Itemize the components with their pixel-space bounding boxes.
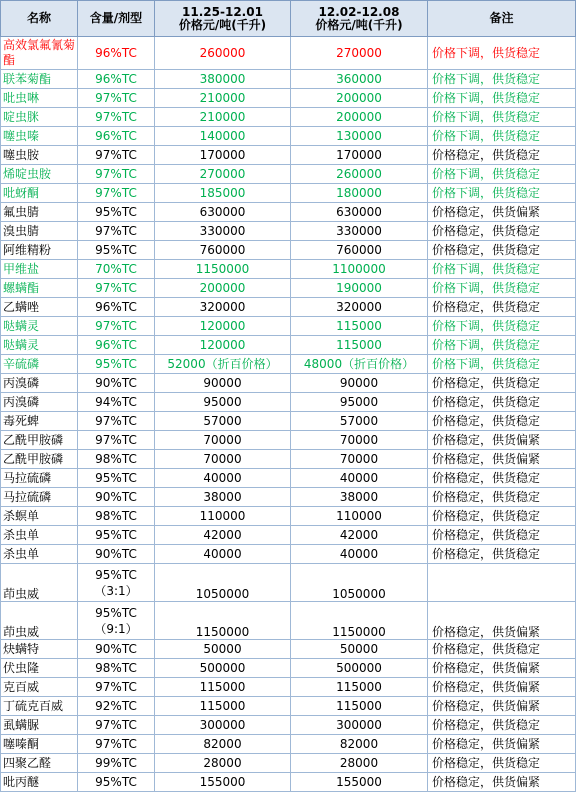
table-row — [1, 279, 576, 298]
header-row — [1, 1, 576, 37]
row-name: 哒螨灵 — [1, 317, 78, 336]
table-row — [1, 374, 576, 393]
row-spec: 96%TC — [78, 336, 155, 355]
row-spec: 97%TC — [78, 165, 155, 184]
row-price-period1: 1150000 — [155, 260, 291, 279]
row-price-period2: 40000 — [291, 469, 428, 488]
row-spec-line: 95%TC — [95, 605, 137, 620]
row-note: 价格下调，供货稳定 — [428, 37, 576, 70]
row-spec: 90%TC — [78, 640, 155, 659]
table-row — [1, 526, 576, 545]
row-name: 哒螨灵 — [1, 336, 78, 355]
row-name: 杀虫单 — [1, 526, 78, 545]
row-price-period1: 155000 — [155, 773, 291, 792]
row-note: 价格稳定，供货稳定 — [428, 526, 576, 545]
row-price-period2: 95000 — [291, 393, 428, 412]
row-price-period2: 40000 — [291, 545, 428, 564]
row-price-period2: 70000 — [291, 450, 428, 469]
table-row — [1, 431, 576, 450]
header-period2 — [291, 1, 428, 37]
row-name: 乙酰甲胺磷 — [1, 431, 78, 450]
row-spec-line: 95%TC — [95, 567, 137, 582]
row-name: 虱螨脲 — [1, 716, 78, 735]
row-spec: 90%TC — [78, 488, 155, 507]
table-row — [1, 412, 576, 431]
table-row — [1, 640, 576, 659]
row-note: 价格稳定，供货偏紧 — [428, 773, 576, 792]
row-name: 丙溴磷 — [1, 393, 78, 412]
table-row — [1, 507, 576, 526]
row-price-period2: 130000 — [291, 127, 428, 146]
row-spec: 97%TC — [78, 317, 155, 336]
row-name: 高效氯氟氰菊酯 — [1, 37, 78, 70]
table-row — [1, 127, 576, 146]
row-spec: 97%TC — [78, 678, 155, 697]
row-note: 价格下调，供货稳定 — [428, 127, 576, 146]
row-price-period2: 330000 — [291, 222, 428, 241]
row-note: 价格稳定，供货稳定 — [428, 716, 576, 735]
row-note: 价格稳定，供货稳定 — [428, 507, 576, 526]
row-name: 四聚乙醛 — [1, 754, 78, 773]
row-price-period2: 42000 — [291, 526, 428, 545]
row-name: 伏虫隆 — [1, 659, 78, 678]
row-price-period2: 190000 — [291, 279, 428, 298]
row-note: 价格稳定，供货偏紧 — [428, 602, 576, 640]
row-spec: 90%TC — [78, 374, 155, 393]
table-row — [1, 89, 576, 108]
row-spec-line: （3:1） — [94, 583, 138, 598]
header-period2-date: 12.02-12.08 — [318, 4, 400, 19]
row-price-period1: 300000 — [155, 716, 291, 735]
row-note: 价格稳定，供货稳定 — [428, 374, 576, 393]
row-note: 价格稳定，供货稳定 — [428, 545, 576, 564]
row-spec — [78, 564, 155, 602]
row-note: 价格稳定，供货稳定 — [428, 393, 576, 412]
row-price-period2: 200000 — [291, 89, 428, 108]
row-spec: 99%TC — [78, 754, 155, 773]
row-name: 啶虫脒 — [1, 108, 78, 127]
row-price-period2: 115000 — [291, 678, 428, 697]
row-spec — [78, 602, 155, 640]
row-spec: 97%TC — [78, 412, 155, 431]
table-row — [1, 70, 576, 89]
row-spec: 96%TC — [78, 127, 155, 146]
row-price-period2: 48000（折百价格） — [291, 355, 428, 374]
row-price-period1: 330000 — [155, 222, 291, 241]
header-spec-label: 含量/剂型 — [89, 11, 143, 25]
row-note: 价格下调，供货稳定 — [428, 260, 576, 279]
row-spec: 90%TC — [78, 545, 155, 564]
row-price-period1: 120000 — [155, 336, 291, 355]
row-spec: 95%TC — [78, 241, 155, 260]
row-price-period2: 115000 — [291, 697, 428, 716]
row-name: 杀螟单 — [1, 507, 78, 526]
row-note: 价格下调，供货稳定 — [428, 70, 576, 89]
header-note: 备注 — [428, 1, 576, 37]
row-note: 价格下调，供货稳定 — [428, 89, 576, 108]
row-spec: 97%TC — [78, 279, 155, 298]
row-price-period2: 38000 — [291, 488, 428, 507]
table-row — [1, 659, 576, 678]
row-note: 价格稳定，供货稳定 — [428, 754, 576, 773]
row-price-period1: 200000 — [155, 279, 291, 298]
row-price-period1: 115000 — [155, 697, 291, 716]
row-price-period2: 260000 — [291, 165, 428, 184]
row-price-period2: 115000 — [291, 336, 428, 355]
row-name: 乙螨唑 — [1, 298, 78, 317]
row-note: 价格稳定，供货稳定 — [428, 222, 576, 241]
row-price-period1: 40000 — [155, 545, 291, 564]
row-spec: 96%TC — [78, 37, 155, 70]
row-spec: 95%TC — [78, 203, 155, 222]
row-note: 价格稳定，供货稳定 — [428, 146, 576, 165]
row-price-period1: 185000 — [155, 184, 291, 203]
row-price-period2: 82000 — [291, 735, 428, 754]
row-price-period2: 115000 — [291, 317, 428, 336]
row-price-period1: 1150000 — [155, 602, 291, 640]
row-spec: 97%TC — [78, 184, 155, 203]
row-price-period1: 1050000 — [155, 564, 291, 602]
row-price-period1: 170000 — [155, 146, 291, 165]
row-name: 噻虫胺 — [1, 146, 78, 165]
row-price-period1: 82000 — [155, 735, 291, 754]
row-price-period2: 1050000 — [291, 564, 428, 602]
row-note: 价格稳定，供货稳定 — [428, 640, 576, 659]
row-name: 吡蚜酮 — [1, 184, 78, 203]
table-row — [1, 735, 576, 754]
row-name: 溴虫腈 — [1, 222, 78, 241]
row-name: 茚虫威 — [1, 564, 78, 602]
row-note: 价格下调，供货稳定 — [428, 108, 576, 127]
table-row — [1, 165, 576, 184]
row-price-period2: 270000 — [291, 37, 428, 70]
row-note: 价格稳定，供货稳定 — [428, 488, 576, 507]
row-price-period1: 140000 — [155, 127, 291, 146]
table-row — [1, 716, 576, 735]
row-price-period2: 50000 — [291, 640, 428, 659]
row-spec: 98%TC — [78, 659, 155, 678]
row-price-period2: 500000 — [291, 659, 428, 678]
row-name: 茚虫威 — [1, 602, 78, 640]
row-note: 价格稳定，供货偏紧 — [428, 697, 576, 716]
row-spec: 98%TC — [78, 507, 155, 526]
row-name: 克百威 — [1, 678, 78, 697]
row-price-period1: 42000 — [155, 526, 291, 545]
row-spec: 95%TC — [78, 355, 155, 374]
row-note — [428, 564, 576, 602]
row-price-period1: 120000 — [155, 317, 291, 336]
table-row — [1, 602, 576, 640]
row-price-period2: 300000 — [291, 716, 428, 735]
row-spec: 97%TC — [78, 735, 155, 754]
table-row — [1, 469, 576, 488]
row-spec: 95%TC — [78, 773, 155, 792]
row-spec: 97%TC — [78, 222, 155, 241]
row-note: 价格下调，供货稳定 — [428, 336, 576, 355]
row-spec: 95%TC — [78, 526, 155, 545]
table-body — [1, 37, 576, 792]
header-period2-unit: 价格元/吨(千升) — [315, 17, 403, 32]
row-note: 价格下调，供货稳定 — [428, 184, 576, 203]
row-price-period1: 70000 — [155, 431, 291, 450]
row-name: 丁硫克百威 — [1, 697, 78, 716]
table-row — [1, 678, 576, 697]
row-name: 螺螨酯 — [1, 279, 78, 298]
row-name: 吡虫啉 — [1, 89, 78, 108]
row-note: 价格稳定，供货稳定 — [428, 298, 576, 317]
row-price-period1: 760000 — [155, 241, 291, 260]
table-row — [1, 222, 576, 241]
row-spec: 97%TC — [78, 716, 155, 735]
table-row — [1, 773, 576, 792]
header-name: 名称 — [1, 1, 78, 37]
row-name: 杀虫单 — [1, 545, 78, 564]
table-row — [1, 545, 576, 564]
table-row — [1, 488, 576, 507]
table-row — [1, 298, 576, 317]
row-note: 价格下调，供货稳定 — [428, 355, 576, 374]
row-price-period2: 57000 — [291, 412, 428, 431]
table-row — [1, 697, 576, 716]
row-spec-line: （9:1） — [94, 621, 138, 636]
row-spec: 97%TC — [78, 108, 155, 127]
row-price-period2: 200000 — [291, 108, 428, 127]
table-row — [1, 754, 576, 773]
row-price-period1: 40000 — [155, 469, 291, 488]
row-note: 价格下调，供货稳定 — [428, 317, 576, 336]
row-price-period1: 52000（折百价格） — [155, 355, 291, 374]
row-price-period2: 1100000 — [291, 260, 428, 279]
row-spec: 96%TC — [78, 298, 155, 317]
row-price-period1: 110000 — [155, 507, 291, 526]
table-row — [1, 146, 576, 165]
row-price-period1: 70000 — [155, 450, 291, 469]
header-spec — [78, 1, 155, 37]
row-spec: 96%TC — [78, 70, 155, 89]
row-name: 炔螨特 — [1, 640, 78, 659]
header-period1 — [155, 1, 291, 37]
row-note: 价格稳定，供货偏紧 — [428, 203, 576, 222]
row-name: 噻虫嗪 — [1, 127, 78, 146]
row-price-period1: 630000 — [155, 203, 291, 222]
table-row — [1, 260, 576, 279]
row-price-period2: 320000 — [291, 298, 428, 317]
table-row — [1, 184, 576, 203]
row-spec: 97%TC — [78, 146, 155, 165]
row-note: 价格稳定，供货偏紧 — [428, 659, 576, 678]
row-name: 乙酰甲胺磷 — [1, 450, 78, 469]
row-price-period2: 70000 — [291, 431, 428, 450]
header-period1-date: 11.25-12.01 — [182, 4, 263, 19]
row-name: 噻嗪酮 — [1, 735, 78, 754]
row-price-period1: 115000 — [155, 678, 291, 697]
row-note: 价格稳定，供货偏紧 — [428, 678, 576, 697]
row-price-period2: 1150000 — [291, 602, 428, 640]
row-spec: 97%TC — [78, 431, 155, 450]
table-row — [1, 564, 576, 602]
row-price-period2: 110000 — [291, 507, 428, 526]
row-note: 价格稳定，供货稳定 — [428, 469, 576, 488]
table-row — [1, 241, 576, 260]
row-spec: 98%TC — [78, 450, 155, 469]
row-name: 甲维盐 — [1, 260, 78, 279]
row-name: 马拉硫磷 — [1, 469, 78, 488]
row-note: 价格稳定，供货稳定 — [428, 241, 576, 260]
row-name: 毒死蜱 — [1, 412, 78, 431]
row-price-period2: 170000 — [291, 146, 428, 165]
row-price-period1: 38000 — [155, 488, 291, 507]
row-spec: 95%TC — [78, 469, 155, 488]
row-price-period1: 50000 — [155, 640, 291, 659]
row-name: 吡丙醚 — [1, 773, 78, 792]
table-row — [1, 355, 576, 374]
row-spec: 70%TC — [78, 260, 155, 279]
table-row — [1, 393, 576, 412]
row-price-period1: 90000 — [155, 374, 291, 393]
header-period1-unit: 价格元/吨(千升) — [178, 17, 267, 32]
row-price-period2: 28000 — [291, 754, 428, 773]
row-name: 阿维精粉 — [1, 241, 78, 260]
row-name: 丙溴磷 — [1, 374, 78, 393]
row-name: 马拉硫磷 — [1, 488, 78, 507]
row-spec: 94%TC — [78, 393, 155, 412]
row-price-period2: 760000 — [291, 241, 428, 260]
row-price-period1: 210000 — [155, 108, 291, 127]
row-name: 联苯菊酯 — [1, 70, 78, 89]
row-note: 价格下调，供货稳定 — [428, 165, 576, 184]
row-note: 价格下调，供货稳定 — [428, 279, 576, 298]
row-price-period1: 28000 — [155, 754, 291, 773]
row-price-period1: 95000 — [155, 393, 291, 412]
row-note: 价格稳定，供货偏紧 — [428, 735, 576, 754]
row-price-period2: 155000 — [291, 773, 428, 792]
row-note: 价格稳定，供货偏紧 — [428, 450, 576, 469]
row-spec: 92%TC — [78, 697, 155, 716]
row-name: 辛硫磷 — [1, 355, 78, 374]
row-price-period2: 630000 — [291, 203, 428, 222]
row-name: 烯啶虫胺 — [1, 165, 78, 184]
row-price-period1: 210000 — [155, 89, 291, 108]
row-price-period1: 380000 — [155, 70, 291, 89]
table-row — [1, 203, 576, 222]
table-row — [1, 336, 576, 355]
row-spec: 97%TC — [78, 89, 155, 108]
row-price-period2: 180000 — [291, 184, 428, 203]
table-row — [1, 450, 576, 469]
table-row — [1, 108, 576, 127]
table-row — [1, 317, 576, 336]
row-price-period1: 320000 — [155, 298, 291, 317]
row-price-period2: 360000 — [291, 70, 428, 89]
row-name: 氟虫腈 — [1, 203, 78, 222]
row-price-period1: 500000 — [155, 659, 291, 678]
row-note: 价格稳定，供货稳定 — [428, 412, 576, 431]
row-price-period1: 270000 — [155, 165, 291, 184]
row-note: 价格稳定，供货偏紧 — [428, 431, 576, 450]
row-price-period1: 260000 — [155, 37, 291, 70]
row-price-period2: 90000 — [291, 374, 428, 393]
table-row — [1, 37, 576, 70]
row-price-period1: 57000 — [155, 412, 291, 431]
